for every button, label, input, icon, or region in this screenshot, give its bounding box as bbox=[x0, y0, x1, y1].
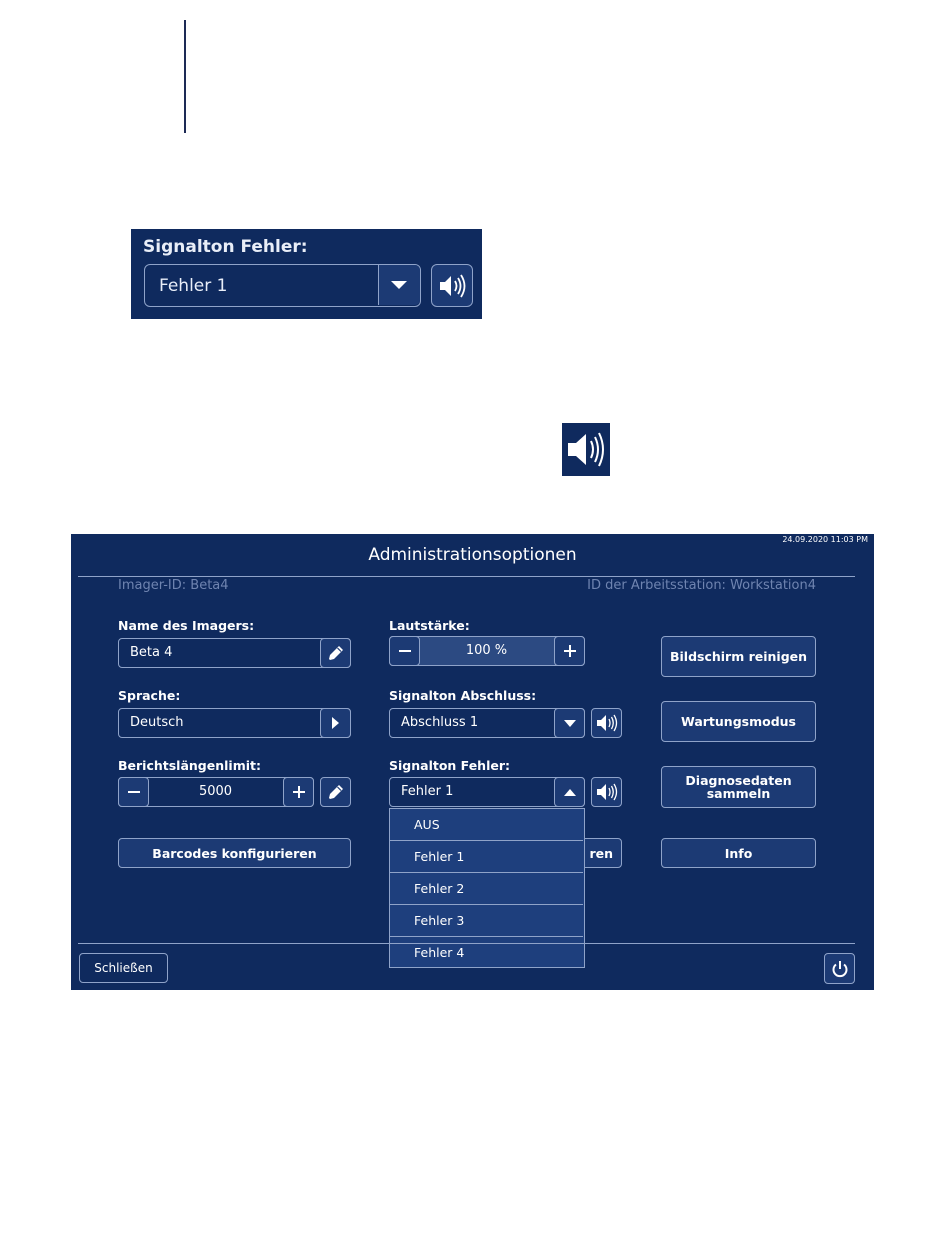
imager-name-label: Name des Imagers: bbox=[118, 618, 255, 633]
report-plus-button[interactable] bbox=[283, 777, 314, 807]
volume-minus-button[interactable] bbox=[389, 636, 420, 666]
page-vertical-rule bbox=[184, 20, 186, 133]
error-dropdown-button[interactable] bbox=[554, 777, 585, 807]
datetime: 24.09.2020 11:03 PM bbox=[782, 535, 868, 544]
pencil-icon bbox=[328, 784, 344, 800]
error-signal-label: Signalton Fehler: bbox=[389, 758, 511, 773]
language-field[interactable] bbox=[118, 708, 351, 738]
pencil-icon bbox=[328, 645, 344, 661]
dropdown-option[interactable] bbox=[390, 841, 583, 873]
report-minus-button[interactable] bbox=[118, 777, 149, 807]
dropdown-option[interactable] bbox=[390, 873, 583, 905]
dropdown-option-label: Fehler 1 bbox=[414, 849, 465, 864]
speaker-icon bbox=[596, 713, 618, 733]
speaker-icon bbox=[437, 271, 467, 301]
error-signal-value: Fehler 1 bbox=[401, 784, 454, 799]
report-limit-label: Berichtslängenlimit: bbox=[118, 758, 261, 773]
completion-speaker-button[interactable] bbox=[591, 708, 622, 738]
dropdown-option[interactable] bbox=[390, 905, 583, 937]
triangle-down-icon bbox=[564, 720, 576, 727]
speaker-icon-sample bbox=[562, 423, 610, 476]
language-label: Sprache: bbox=[118, 688, 181, 703]
imager-id: Imager-ID: Beta4 bbox=[118, 578, 229, 593]
collect-diagnostics-button[interactable]: Diagnosedaten sammeln bbox=[661, 766, 816, 808]
power-icon bbox=[831, 960, 849, 978]
error-signal-dropdown bbox=[389, 808, 585, 968]
triangle-down-icon bbox=[391, 281, 407, 289]
minus-icon bbox=[127, 785, 141, 799]
clean-screen-button[interactable]: Bildschirm reinigen bbox=[661, 636, 816, 677]
completion-dropdown-button[interactable] bbox=[554, 708, 585, 738]
dropdown-option-label: Fehler 3 bbox=[414, 913, 465, 928]
dropdown-option-label: Fehler 2 bbox=[414, 881, 465, 896]
completion-signal-value: Abschluss 1 bbox=[401, 715, 479, 730]
plus-icon bbox=[563, 644, 577, 658]
report-limit-value: 5000 bbox=[198, 784, 233, 799]
dropdown-option[interactable] bbox=[390, 809, 583, 841]
error-speaker-button[interactable] bbox=[591, 777, 622, 807]
plus-icon bbox=[292, 785, 306, 799]
configure-barcodes-button[interactable]: Barcodes konfigurieren bbox=[118, 838, 351, 868]
imager-name-field[interactable] bbox=[118, 638, 351, 668]
triangle-up-icon bbox=[564, 789, 576, 796]
maintenance-mode-button[interactable]: Wartungsmodus bbox=[661, 701, 816, 742]
snippet-speaker-button[interactable] bbox=[431, 264, 473, 307]
volume-plus-button[interactable] bbox=[554, 636, 585, 666]
volume-value: 100 % bbox=[465, 643, 508, 658]
language-next-button[interactable] bbox=[320, 708, 351, 738]
dropdown-option-label: Fehler 4 bbox=[414, 945, 465, 960]
close-button[interactable]: Schließen bbox=[79, 953, 168, 983]
error-signal-snippet bbox=[131, 229, 482, 319]
speaker-icon bbox=[562, 423, 610, 476]
page-title: Administrationsoptionen bbox=[368, 545, 577, 565]
snippet-label: Signalton Fehler: bbox=[143, 237, 308, 257]
edit-report-limit-button[interactable] bbox=[320, 777, 351, 807]
header-divider bbox=[78, 576, 855, 577]
language-value: Deutsch bbox=[130, 715, 184, 730]
snippet-dropdown-button[interactable] bbox=[378, 265, 420, 305]
hidden-button-label: ren bbox=[589, 845, 613, 861]
edit-name-button[interactable] bbox=[320, 638, 351, 668]
snippet-combo-value: Fehler 1 bbox=[159, 276, 228, 296]
speaker-icon bbox=[596, 782, 618, 802]
dropdown-option-label: AUS bbox=[414, 817, 440, 832]
completion-signal-label: Signalton Abschluss: bbox=[389, 688, 537, 703]
footer-divider bbox=[78, 943, 855, 944]
snippet-error-combo[interactable] bbox=[144, 264, 421, 307]
chevron-right-icon bbox=[332, 717, 339, 729]
workstation-id: ID der Arbeitsstation: Workstation4 bbox=[587, 578, 816, 593]
minus-icon bbox=[398, 644, 412, 658]
power-button[interactable] bbox=[824, 953, 855, 984]
imager-name-value: Beta 4 bbox=[130, 645, 173, 660]
admin-options-panel bbox=[71, 534, 874, 990]
info-button[interactable]: Info bbox=[661, 838, 816, 868]
dropdown-option[interactable] bbox=[390, 937, 583, 969]
volume-label: Lautstärke: bbox=[389, 618, 470, 633]
